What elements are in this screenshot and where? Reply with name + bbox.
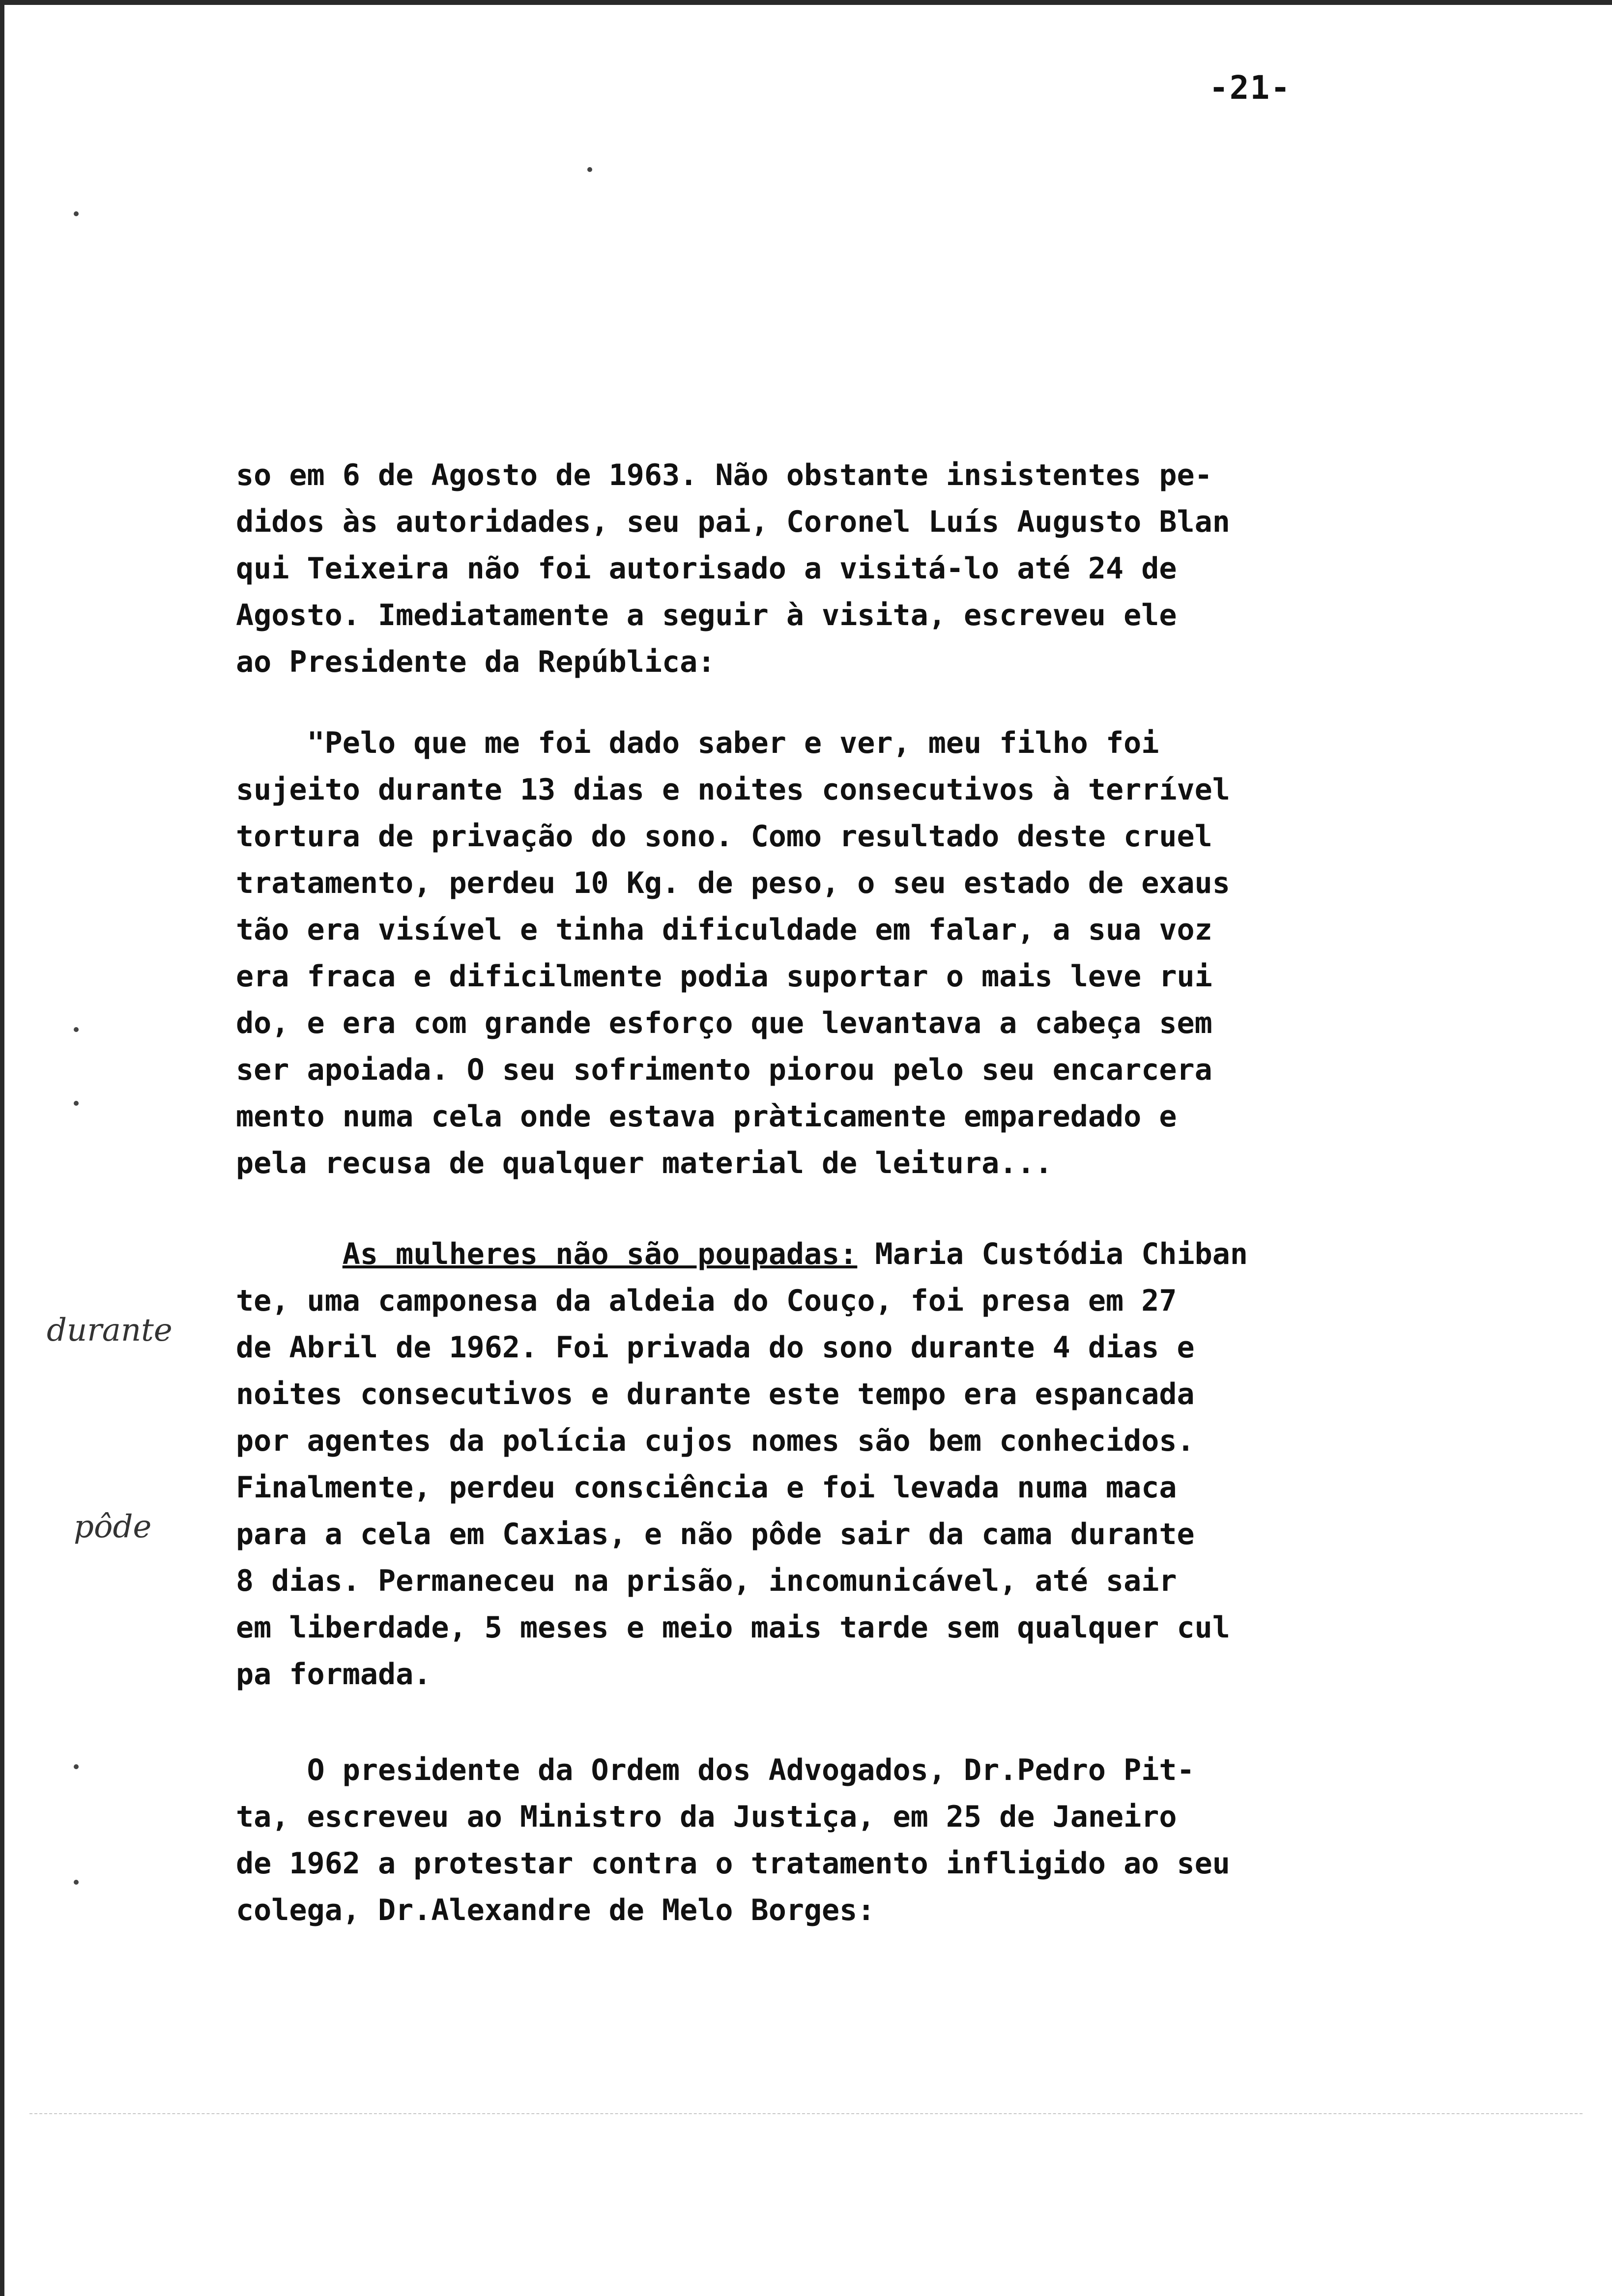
text-line: "Pelo que me foi dado saber e ver, meu filho foi bbox=[236, 726, 1159, 760]
text-line: de Abril de 1962. Foi privada do sono durante 4 dias e bbox=[236, 1330, 1195, 1365]
text-line: O presidente da Ordem dos Advogados, Dr.Pedro Pit- bbox=[236, 1753, 1195, 1787]
paragraph-1 bbox=[236, 452, 1376, 686]
scan-speck bbox=[74, 1764, 79, 1769]
scan-artifact-line bbox=[29, 2113, 1583, 2114]
scan-speck bbox=[74, 1101, 79, 1106]
page-number: -21- bbox=[1209, 69, 1291, 107]
text-line: Finalmente, perdeu consciência e foi levada numa maca bbox=[236, 1470, 1177, 1505]
margin-note-durante: durante bbox=[47, 1312, 173, 1349]
text-line: qui Teixeira não foi autorisado a visitá-lo até 24 de bbox=[236, 551, 1177, 586]
text-line: 8 dias. Permaneceu na prisão, incomunicável, até sair bbox=[236, 1564, 1177, 1598]
page-edge-top bbox=[0, 0, 1612, 5]
scan-speck bbox=[74, 1027, 79, 1032]
text-line: do, e era com grande esforço que levantava a cabeça sem bbox=[236, 1006, 1212, 1040]
text-line: tratamento, perdeu 10 Kg. de peso, o seu estado de exaus bbox=[236, 866, 1230, 900]
text-line: era fraca e dificilmente podia suportar o mais leve rui bbox=[236, 959, 1212, 994]
scan-speck bbox=[74, 211, 79, 216]
text-line: pa formada. bbox=[236, 1657, 432, 1692]
text-line: ao Presidente da República: bbox=[236, 645, 716, 679]
text-line: so em 6 de Agosto de 1963. Não obstante insistentes pe- bbox=[236, 458, 1212, 492]
text-line: tortura de privação do sono. Como resultado deste cruel bbox=[236, 819, 1212, 854]
text-line bbox=[236, 1231, 1376, 1278]
text-line: para a cela em Caxias, e não pôde sair da cama durante bbox=[236, 1517, 1195, 1551]
text-line: Agosto. Imediatamente a seguir à visita, escreveu ele bbox=[236, 598, 1177, 632]
text-line: mento numa cela onde estava pràticamente emparedado e bbox=[236, 1099, 1177, 1134]
section-heading: As mulheres não são poupadas: bbox=[342, 1237, 858, 1271]
text-line: colega, Dr.Alexandre de Melo Borges: bbox=[236, 1893, 875, 1927]
scan-speck bbox=[74, 1880, 79, 1885]
paragraph-4 bbox=[236, 1747, 1376, 1934]
text-line: tão era visível e tinha dificuldade em falar, a sua voz bbox=[236, 913, 1212, 947]
text-line: te, uma camponesa da aldeia do Couço, foi presa em 27 bbox=[236, 1284, 1177, 1318]
heading-line-rest: Maria Custódia Chiban bbox=[857, 1237, 1248, 1271]
text-line: por agentes da polícia cujos nomes são bem conhecidos. bbox=[236, 1424, 1195, 1458]
scan-speck bbox=[587, 167, 592, 172]
text-line: noites consecutivos e durante este tempo era espancada bbox=[236, 1377, 1195, 1411]
text-line: sujeito durante 13 dias e noites consecutivos à terrível bbox=[236, 773, 1230, 807]
page-edge-left bbox=[0, 0, 4, 2296]
text-line: ta, escreveu ao Ministro da Justiça, em 25 de Janeiro bbox=[236, 1800, 1177, 1834]
paragraph-2-quote bbox=[236, 720, 1376, 1187]
text-line: didos às autoridades, seu pai, Coronel Luís Augusto Blan bbox=[236, 505, 1230, 539]
margin-note-pode: pôde bbox=[74, 1509, 152, 1545]
text-line: ser apoiada. O seu sofrimento piorou pelo seu encarcera bbox=[236, 1053, 1212, 1087]
text-line: em liberdade, 5 meses e meio mais tarde sem qualquer cul bbox=[236, 1610, 1230, 1645]
text-line: pela recusa de qualquer material de leitura... bbox=[236, 1146, 1053, 1180]
text-line: de 1962 a protestar contra o tratamento infligido ao seu bbox=[236, 1846, 1230, 1881]
paragraph-3 bbox=[236, 1231, 1376, 1698]
